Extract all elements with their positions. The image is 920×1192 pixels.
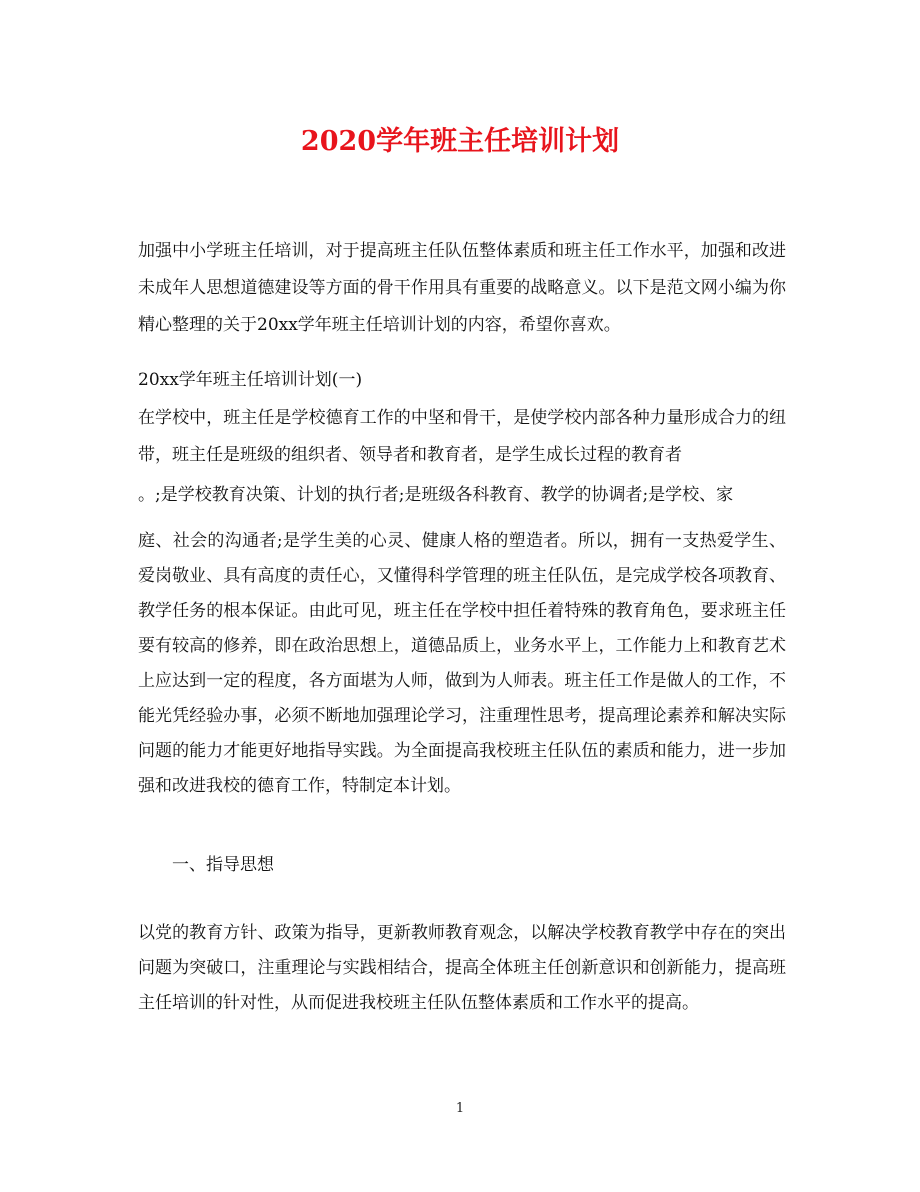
subheading-guiding-ideology: 一、指导思想 [172, 855, 274, 875]
document-title: 2020学年班主任培训计划 [300, 126, 620, 157]
body-paragraph-part-2: 。;是学校教育决策、计划的执行者;是班级各科教育、教学的协调者;是学校、家 [138, 485, 734, 505]
body-paragraph-part-3: 庭、社会的沟通者;是学生美的心灵、健康人格的塑造者。所以，拥有一支热爱学生、爱岗敬业、具有高度的责任心，又懂得科学管理的班主任队伍，是完成学校各项教育、教学任务的根本保证。由此可见，班主任在学校中担任着特殊的教育角色，要求班主任要有较高的修养，即在政治思想上，道德品质上，业务水平上，工作能力上和教育艺术上应达到一定的程度，各方面堪为人师，做到为人师表。班主任工作是做人的工作，不能光凭经验办事，必须不断地加强理论学习，注重理性思考，提高理论素养和解决实际问题的能力才能更好地指导实践。为全面提高我校班主任队伍的素质和能力，进一步加强和改进我校的德育工作，特制定本计划。 [138, 531, 786, 796]
guiding-ideology-paragraph: 以党的教育方针、政策为指导，更新教师教育观念，以解决学校教育教学中存在的突出问题为突破口，注重理论与实践相结合，提高全体班主任创新意识和创新能力，提高班主任培训的针对性，从而促进我校班主任队伍整体素质和工作水平的提高。 [138, 923, 786, 1013]
page-number: 1 [455, 1101, 465, 1116]
section-heading: 20xx学年班主任培训计划(一) [138, 370, 363, 390]
body-paragraph-part-1: 在学校中，班主任是学校德育工作的中坚和骨干，是使学校内部各种力量形成合力的纽带，班主任是班级的组织者、领导者和教育者，是学生成长过程的教育者 [138, 408, 786, 465]
intro-paragraph: 加强中小学班主任培训，对于提高班主任队伍整体素质和班主任工作水平，加强和改进未成年人思想道德建设等方面的骨干作用具有重要的战略意义。以下是范文网小编为你精心整理的关于20xx学年班主任培训计划的内容，希望你喜欢。 [138, 241, 786, 335]
